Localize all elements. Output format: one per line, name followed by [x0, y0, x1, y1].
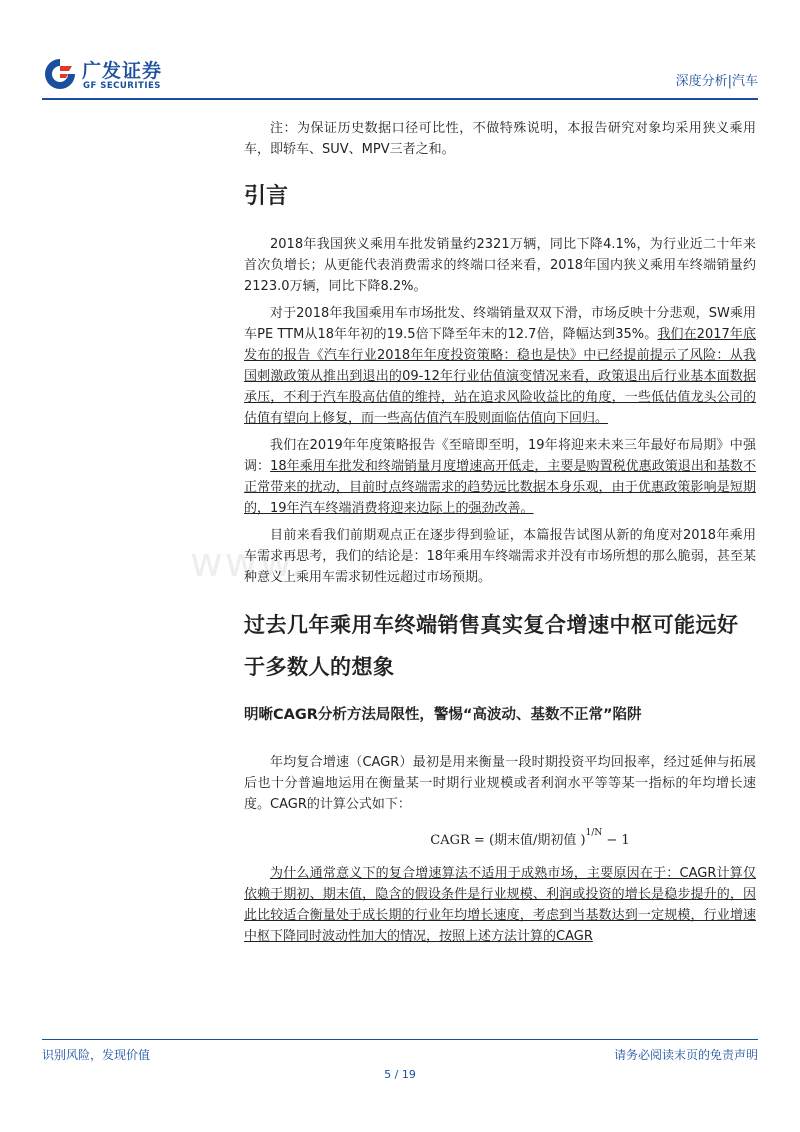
section-heading: 过去几年乘用车终端销售真实复合增速中枢可能远好于多数人的想象	[244, 613, 739, 679]
footer-disclaimer: 请务必阅读末页的免责声明	[613, 1048, 758, 1062]
intro-heading: 引言	[244, 184, 289, 209]
logo-text-cn: 广发证券	[82, 60, 163, 82]
paragraph-2-text: 对于2018年我国乘用车市场批发、终端销量双双下滑，市场反映十分悲观，SW乘用车PE TTM从18年年初的19.5倍下降至年末的12.7倍，降幅达到35%。	[244, 306, 756, 342]
paragraph-3	[244, 435, 756, 519]
paragraph-3-underlined: 18年乘用车批发和终端销量月度增速高开低走，主要是购置税优惠政策退出和基数不正常带来的扰动，目前时点终端需求的趋势远比数据本身乐观，由于优惠政策影响是短期的，19年汽车终端消费将迎来边际上的强劲改善。	[244, 459, 756, 516]
footer-rule	[42, 1039, 758, 1040]
formula-main: CAGR = (期末值/期初值 )	[430, 833, 586, 848]
logo-text-en: GF SECURITIES	[83, 81, 161, 91]
paragraph-3-text: 我们在2019年年度策略报告《至暗即至明，19年将迎来未来三年最好布局期》中强调：	[244, 438, 756, 474]
watermark: www.	[190, 540, 306, 586]
footer-slogan: 识别风险，发现价值	[42, 1048, 151, 1062]
paragraph-6	[244, 863, 756, 947]
header-rule	[42, 98, 758, 100]
paragraph-1: 2018年我国狭义乘用车批发销量约2321万辆，同比下降4.1%，为行业近二十年来首次负增长；从更能代表消费需求的终端口径来看，2018年国内狭义乘用车终端销量约2123.0万辆，同比下降8.2%。	[244, 237, 756, 294]
subsection-heading: 明晰CAGR分析方法局限性，警惕“高波动、基数不正常”陷阱	[244, 707, 642, 723]
page-number: 5 / 19	[384, 1068, 416, 1081]
formula-exponent: 1/N	[585, 828, 603, 838]
report-category: 深度分析|汽车	[675, 74, 758, 89]
paragraph-6-underlined: 为什么通常意义下的复合增速算法不适用于成熟市场，主要原因在于：CAGR计算仅依赖于期初、期末值，隐含的假设条件是行业规模、利润或投资的增长是稳步提升的，因此比较适合衡量处于成长期的行业年均增长速度，考虑到当基数达到一定规模，行业增速中枢下降同时波动性加大的情况，按照上述方法计算的CAGR	[244, 866, 756, 944]
scope-note: 注：为保证历史数据口径可比性，不做特殊说明，本报告研究对象均采用狭义乘用车，即轿车、SUV、MPV三者之和。	[244, 121, 756, 157]
paragraph-5: 年均复合增速（CAGR）最初是用来衡量一段时期投资平均回报率，经过延伸与拓展后也十分普遍地运用在衡量某一时期行业规模或者利润水平等等某一指标的年均增长速度。CAGR的计算公式如下：	[244, 755, 756, 812]
paragraph-2-underlined: 我们在2017年底发布的报告《汽车行业2018年年度投资策略：稳也是快》中已经提前提示了风险：从我国刺激政策从推出到退出的09-12年行业估值演变情况来看，政策退出后行业基本面数据承压，不利于汽车股高估值的维持，站在追求风险收益比的角度，一些低估值龙头公司的估值有望向上修复，而一些高估值汽车股则面临估值向下回归。	[244, 327, 756, 426]
paragraph-4: 目前来看我们前期观点正在逐步得到验证，本篇报告试图从新的角度对2018年乘用车需求再思考，我们的结论是：18年乘用车终端需求并没有市场所想的那么脆弱，甚至某种意义上乘用车需求韧性远超过市场预期。	[244, 528, 756, 585]
paragraph-2	[244, 303, 756, 429]
cagr-formula	[304, 823, 756, 851]
main-content	[244, 118, 756, 953]
page-header	[42, 52, 758, 98]
gf-logo-icon	[42, 56, 78, 92]
company-logo	[42, 52, 182, 98]
formula-tail: − 1	[602, 833, 630, 848]
